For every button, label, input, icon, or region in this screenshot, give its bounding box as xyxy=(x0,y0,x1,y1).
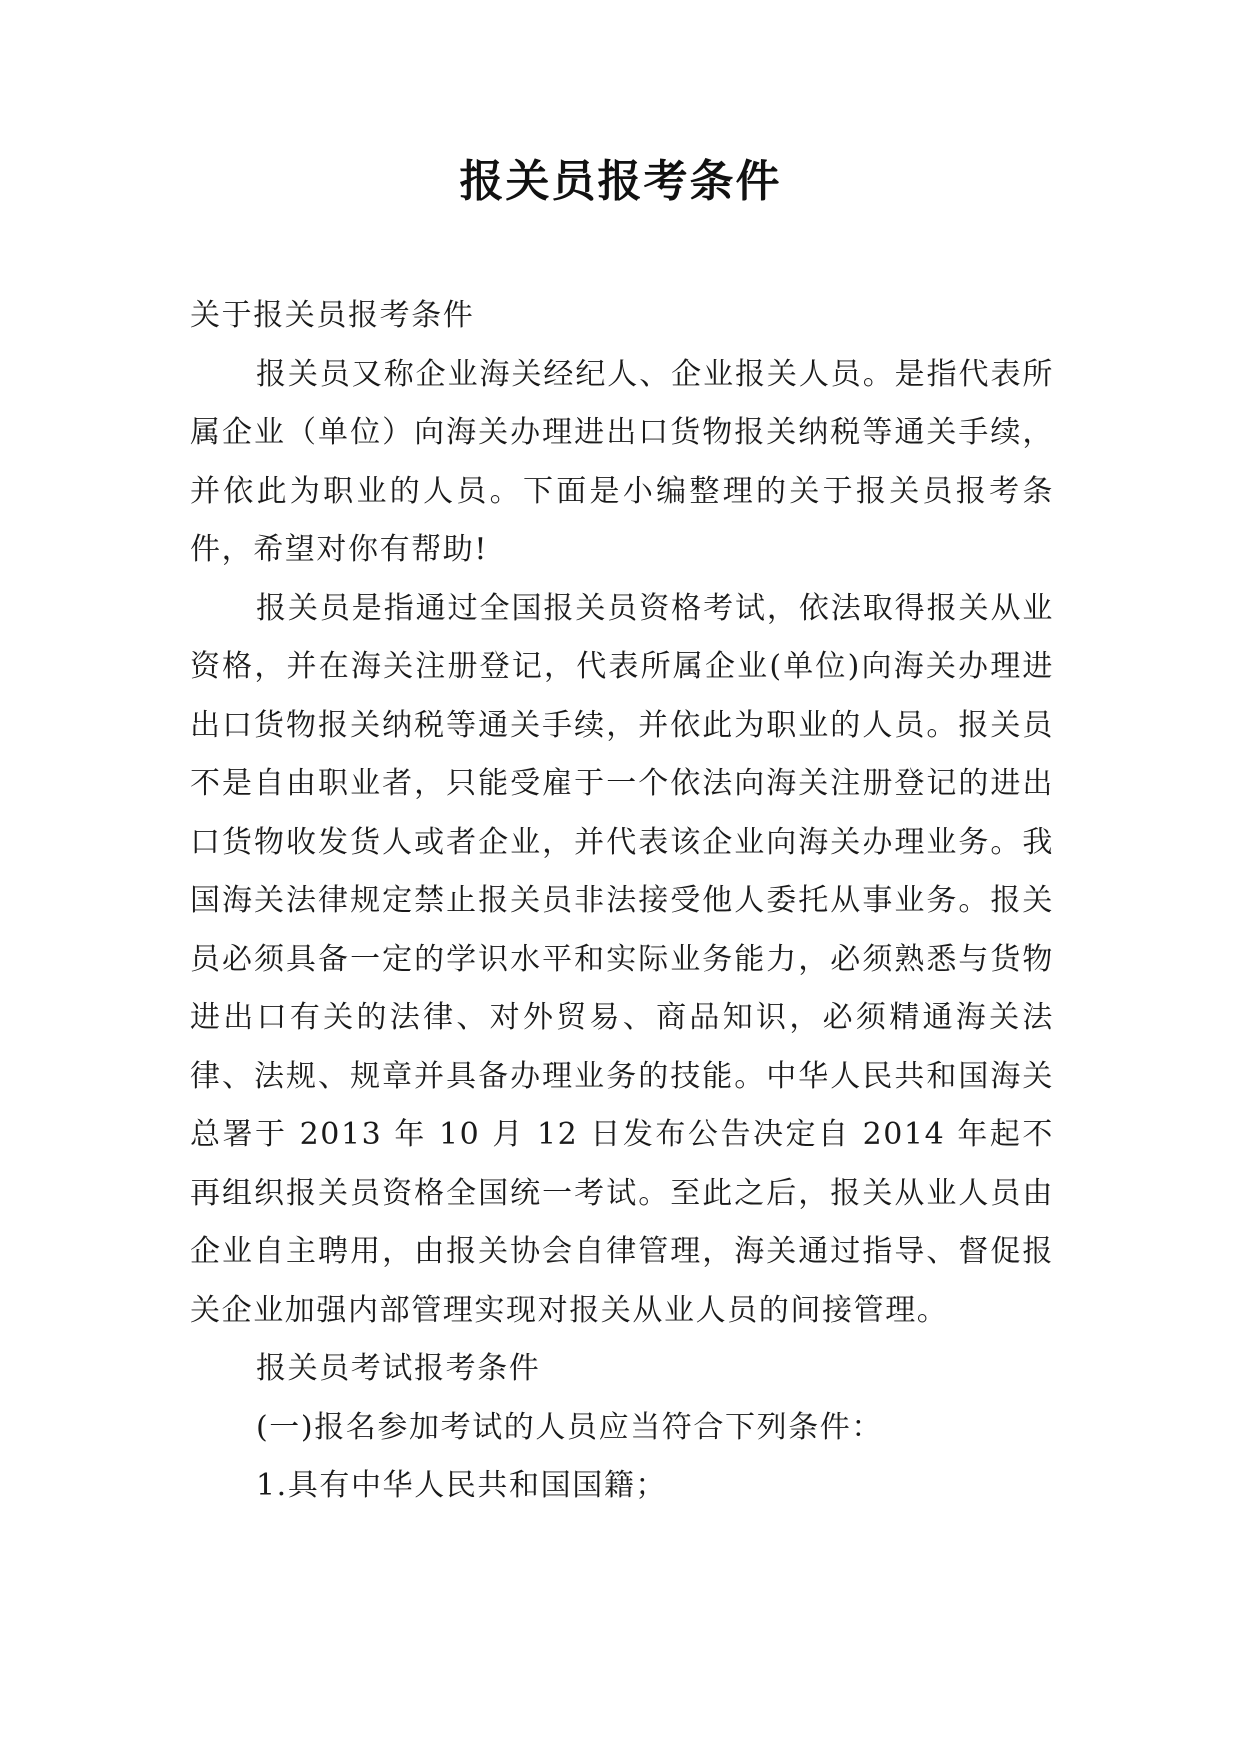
list-heading: (一)报名参加考试的人员应当符合下列条件： xyxy=(256,1409,884,1445)
document-title: 报关员报考条件 xyxy=(459,156,782,207)
subheading: 关于报关员报考条件 xyxy=(190,298,475,333)
list-item: 1.具有中华人民共和国国籍； xyxy=(256,1468,668,1503)
document-body xyxy=(190,287,1054,1516)
section-heading-exam-conditions: 报关员考试报考条件 xyxy=(256,1351,541,1386)
paragraph-definition: 报关员是指通过全国报关员资格考试，依法取得报关从业资格，并在海关注册登记，代表所属企业(单位)向海关办理进出口货物报关纳税等通关手续，并依此为职业的人员。报关员不是自由职业者，只能受雇于一个依法向海关注册登记的进出口货物收发货人或者企业，并代表该企业向海关办理业务。我国海关法律规定禁止报关员非法接受他人委托从事业务。报关员必须具备一定的学识水平和实际业务能力，必须熟悉与货物进出口有关的法律、对外贸易、商品知识，必须精通海关法律、法规、规章并具备办理业务的技能。中华人民共和国海关总署于 2013 年 10 月 12 日发布公告决定自 2014 年起不再组织报关员资格全国统一考试。至此之后，报关从业人员由企业自主聘用，由报关协会自律管理，海关通过指导、督促报关企业加强内部管理实现对报关从业人员的间接管理。 xyxy=(190,590,1054,1328)
paragraph-intro: 报关员又称企业海关经纪人、企业报关人员。是指代表所属企业（单位）向海关办理进出口货物报关纳税等通关手续，并依此为职业的人员。下面是小编整理的关于报关员报考条件，希望对你有帮助! xyxy=(190,356,1054,567)
